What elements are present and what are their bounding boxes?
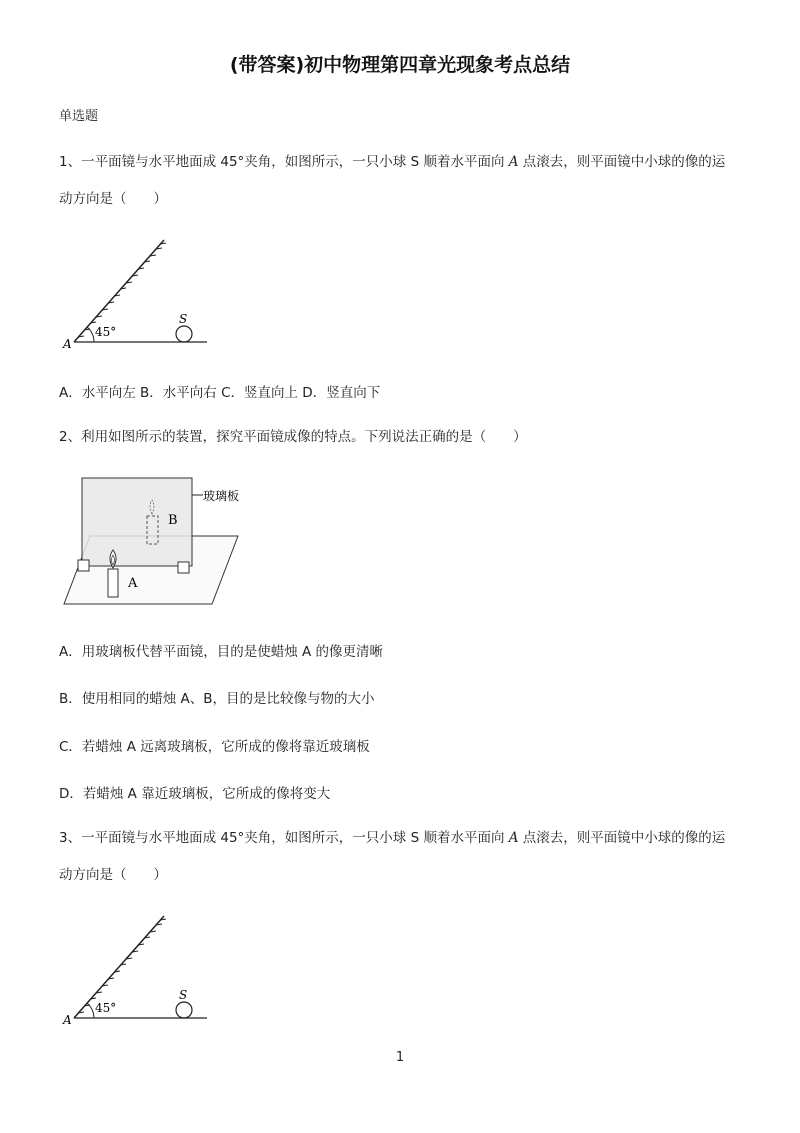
q2-option-a: A．用玻璃板代替平面镜，目的是使蜡烛 A 的像更清晰 [59,644,384,660]
page-title: (带答案)初中物理第四章光现象考点总结 [229,54,571,76]
q1-text-a: 1、一平面镜与水平地面成 45°夹角，如图所示，一只小球 S 顺着水平面向 [59,154,509,170]
q3-text-b: 点滚去，则平面镜中小球的像的运 [518,830,726,846]
q3-point-a-label: A [63,1013,72,1027]
q1-line1 [59,152,725,172]
q3-ball-s [176,1002,192,1018]
q3-ball-s-label: S [179,988,188,1002]
q2-apparatus-diagram [60,472,260,612]
q3-mirror-line [74,916,164,1018]
q2-option-b: B．使用相同的蜡烛 A、B，目的是比较像与物的大小 [59,691,375,707]
q1-ball-s-label: S [179,312,188,326]
q3-angle-label: 45° [95,1001,117,1015]
q2-option-d: D．若蜡烛 A 靠近玻璃板，它所成的像将变大 [59,786,331,802]
q2-glass-label: 玻璃板 [203,489,240,503]
q1-mirror-line [74,240,164,342]
q2-option-c: C．若蜡烛 A 远离玻璃板，它所成的像将靠近玻璃板 [59,739,370,755]
q1-ball-s [176,326,192,342]
q3-line1 [59,828,725,848]
q1-mirror-diagram [60,232,220,352]
q2-candle-a-label: A [128,576,138,591]
q1-options: A．水平向左 B．水平向右 C．竖直向上 D．竖直向下 [59,385,381,401]
q3-text-a: 3、一平面镜与水平地面成 45°夹角，如图所示，一只小球 S 顺着水平面向 [59,830,509,846]
q3-line2: 动方向是（ ） [59,867,167,883]
q2-left-block [78,560,89,571]
q1-mirror-hatching [78,243,166,337]
section-heading: 单选题 [59,109,99,124]
q3-mirror-diagram [60,908,220,1028]
q1-line2: 动方向是（ ） [59,191,167,207]
q2-line1: 2、利用如图所示的装置，探究平面镜成像的特点。下列说法正确的是（ ） [59,429,527,445]
q2-candle-a [108,569,118,597]
q1-text-b: 点滚去，则平面镜中小球的像的运 [518,154,726,170]
q2-right-block [178,562,189,573]
q3-mirror-hatching [78,919,166,1013]
q2-candle-b-label: B [168,513,178,528]
q1-point-a-label: A [63,337,72,351]
q1-angle-label: 45° [95,325,117,339]
q3-var-a: A [508,830,519,846]
page-number: 1 [395,1050,405,1065]
q1-var-a: A [508,154,519,170]
